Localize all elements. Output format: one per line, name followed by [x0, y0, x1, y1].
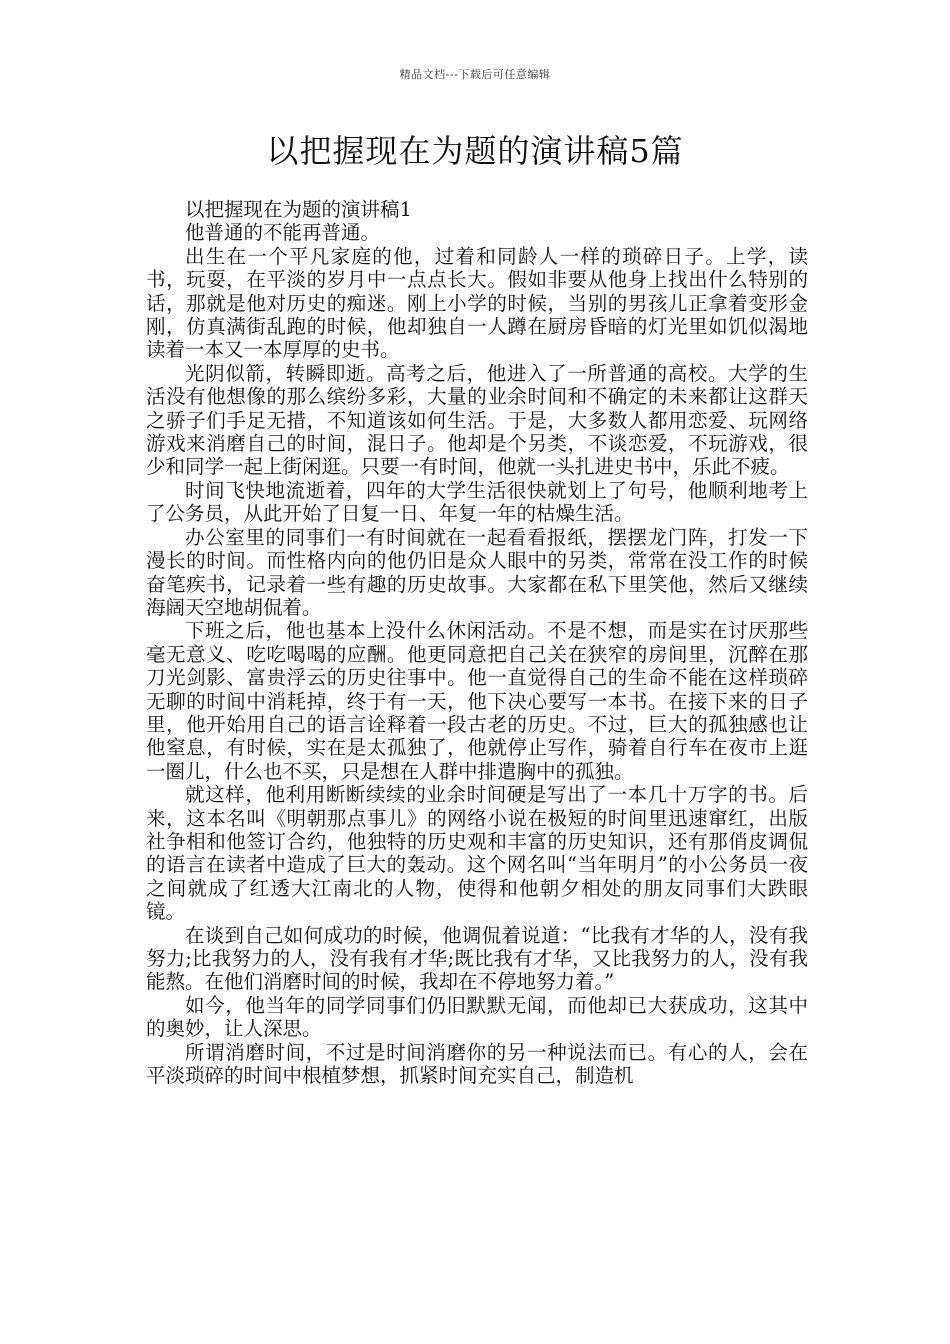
- document-title: 以把握现在为题的演讲稿5篇: [266, 132, 684, 170]
- paragraph: 光阴似箭，转瞬即逝。高考之后，他进入了一所普通的高校。大学的生活没有他想像的那么缤纷多彩，大量的业余时间和不确定的未来都让这群天之骄子们手足无措，不知道该如何生活。于是，大多数人都用恋爱、玩网络游戏来消磨自己的时间，混日子。他却是个另类，不谈恋爱，不玩游戏，很少和同学一起上街闲逛。只要一有时间，他就一头扎进史书中，乐此不疲。: [146, 361, 808, 479]
- document-body: [146, 198, 808, 1087]
- paragraph: 下班之后，他也基本上没什么休闲活动。不是不想，而是实在讨厌那些毫无意义、吃吃喝喝的应酬。他更同意把自己关在狭窄的房间里，沉醉在那刀光剑影、富贵浮云的历史往事中。他一直觉得自己的生命不能在这样琐碎无聊的时间中消耗掉，终于有一天，他下决心要写一本书。在接下来的日子里，他开始用自己的语言诠释着一段古老的历史。不过，巨大的孤独感也让他窒息，有时候，实在是太孤独了，他就停止写作，骑着自行车在夜市上逛一圈儿，什么也不买，只是想在人群中排遣胸中的孤独。: [146, 619, 808, 783]
- header-note: 精品文档---下载后可任意编辑: [399, 68, 551, 81]
- speech-heading: 以把握现在为题的演讲稿1: [185, 198, 412, 221]
- paragraph: 出生在一个平凡家庭的他，过着和同龄人一样的琐碎日子。上学，读书，玩耍，在平淡的岁月中一点点长大。假如非要从他身上找出什么特别的话，那就是他对历史的痴迷。刚上小学的时候，当别的男孩儿正拿着变形金刚，仿真满街乱跑的时候，他却独自一人蹲在厨房昏暗的灯光里如饥似渴地读着一本又一本厚厚的史书。: [146, 244, 808, 362]
- paragraph: 就这样，他利用断断续续的业余时间硬是写出了一本几十万字的书。后来，这本名叫《明朝那点事儿》的网络小说在极短的时间里迅速窜红，出版社争相和他签订合约，他独特的历史观和丰富的历史知识，还有那俏皮调侃的语言在读者中造成了巨大的轰动。这个网名叫“当年明月”的小公务员一夜之间就成了红透大江南北的人物，使得和他朝夕相处的朋友同事们大跌眼镜。: [146, 783, 808, 924]
- paragraph: 办公室里的同事们一有时间就在一起看看报纸，摆摆龙门阵，打发一下漫长的时间。而性格内向的他仍旧是众人眼中的另类，常常在没工作的时候奋笔疾书，记录着一些有趣的历史故事。大家都在私下里笑他，然后又继续海阔天空地胡侃着。: [146, 525, 808, 619]
- paragraph: 在谈到自己如何成功的时候，他调侃着说道：“比我有才华的人，没有我努力;比我努力的人，没有我有才华;既比我有才华，又比我努力的人，没有我能熬。在他们消磨时间的时候，我却在不停地努力着。”: [146, 923, 808, 994]
- paragraph: 时间飞快地流逝着，四年的大学生活很快就划上了句号，他顺利地考上了公务员，从此开始了日复一日、年复一年的枯燥生活。: [146, 478, 808, 526]
- paragraph: 他普通的不能再普通。: [185, 221, 381, 245]
- paragraph: 如今，他当年的同学同事们仍旧默默无闻，而他却已大获成功，这其中的奥妙，让人深思。: [146, 993, 808, 1041]
- paragraph: 所谓消磨时间，不过是时间消磨你的另一种说法而已。有心的人，会在平淡琐碎的时间中根植梦想，抓紧时间充实自己，制造机: [146, 1040, 808, 1088]
